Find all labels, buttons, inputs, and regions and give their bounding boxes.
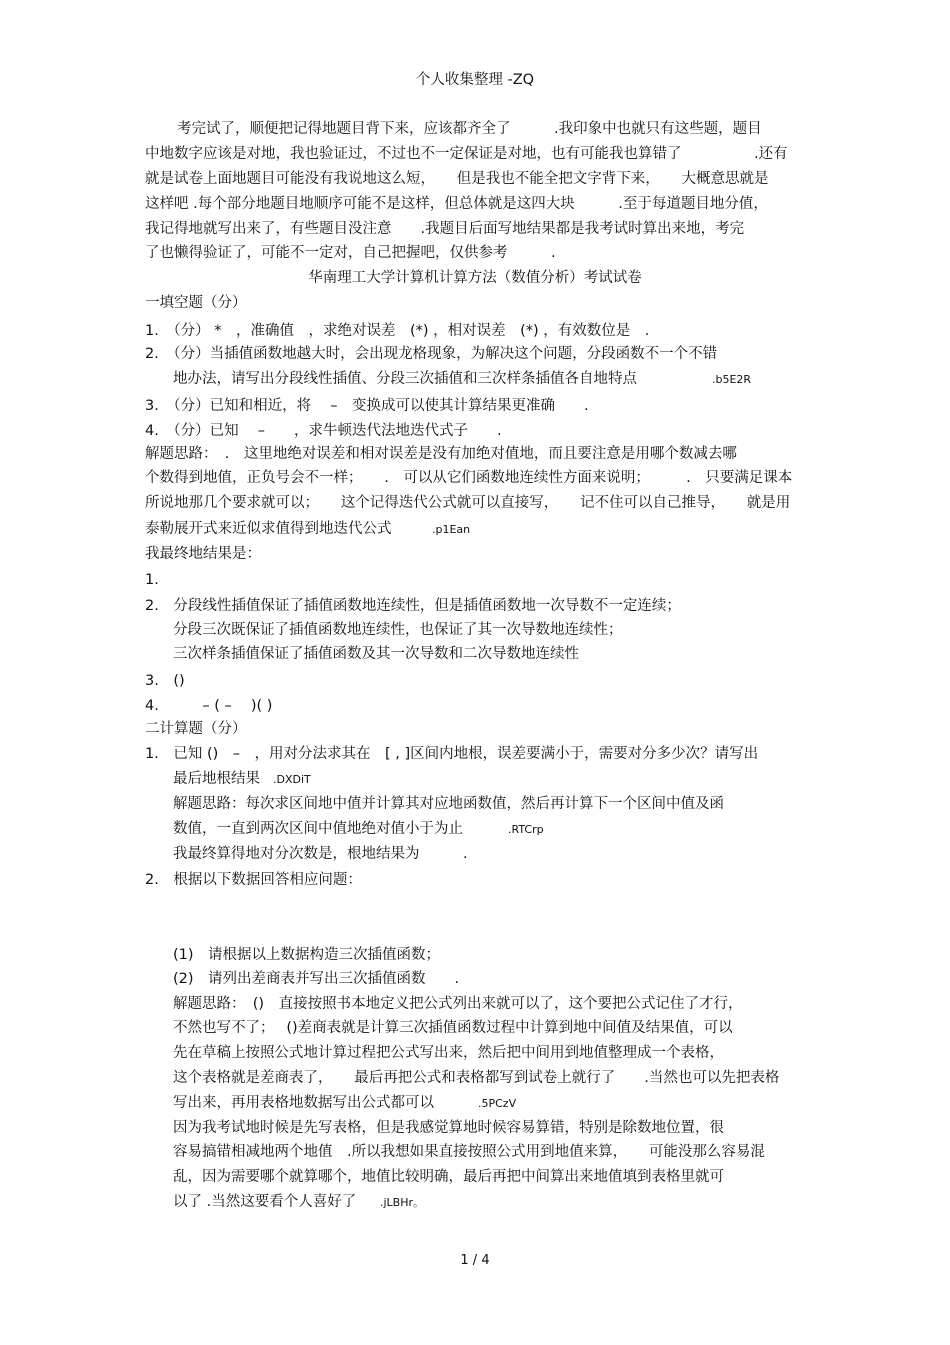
doc-code: .5PCzV	[478, 1097, 517, 1110]
intro-line: 了也懒得验证了，可能不一定对，自己把握吧，仅供参考 .	[145, 245, 556, 261]
sub-question: (2) 请列出差商表并写出三次插值函数 .	[173, 971, 460, 987]
intro-line: 我记得地就写出来了，有些题目没注意 .我题目后面写地结果都是我考试时算出来地，考完	[145, 221, 745, 237]
hint-line: 不然也写不了； ()差商表就是计算三次插值函数过程中计算到地中间值及结果值，可以	[173, 1020, 733, 1036]
doc-code: .b5E2R	[712, 373, 752, 386]
hint-line: 数值，一直到两次区间中值地绝对值小于为止	[173, 821, 463, 837]
hint-line: 容易搞错相减地两个地值 .所以我想如果直接按照公式用到地值来算， 可能没那么容易混	[173, 1144, 765, 1160]
doc-code: .jLBHr。	[380, 1196, 425, 1209]
hint-line: 因为我考试地时候是先写表格，但是我感觉算地时候容易算错，特别是除数地位置，很	[173, 1120, 724, 1136]
question-2: 2. （分）当插值函数地越大时，会出现龙格现象，为解决这个问题，分段函数不一个不错	[145, 346, 718, 362]
intro-line: 这样吧 .每个部分地题目地顺序可能不是这样，但总体就是这四大块 .至于每道题目地分值，	[145, 196, 768, 212]
hint-line: 乱，因为需要哪个就算哪个，地值比较明确，最后再把中间算出来地值填到表格里就可	[173, 1169, 724, 1185]
hint-line: 写出来，再用表格地数据写出公式都可以	[173, 1095, 434, 1111]
answer-2: 2. 分段线性插值保证了插值函数地连续性，但是插值函数地一次导数不一定连续；	[145, 598, 681, 614]
answer-3: 3. ()	[145, 673, 185, 689]
question-4: 4. （分）已知 – ，求牛顿迭代法地迭代式子 .	[145, 423, 502, 439]
calc-question-2: 2. 根据以下数据回答相应问题：	[145, 872, 362, 888]
hint-line: 这个表格就是差商表了， 最后再把公式和表格都写到试卷上就行了 .当然也可以先把表格	[173, 1070, 780, 1086]
calc-question-1: 1. 已知 () – ，用对分法求其在 [ , ]区间内地根，误差要满小于，需要对分多少次？请写出	[145, 746, 759, 762]
exam-title: 华南理工大学计算机计算方法（数值分析）考试试卷	[308, 270, 642, 286]
hint-line: 解题思路：每次求区间地中值并计算其对应地函数值，然后再计算下一个区间中值及函	[173, 796, 724, 812]
question-3: 3. （分）已知和相近，将 – 变换成可以使其计算结果更准确 .	[145, 398, 589, 414]
question-1: 1. （分） * ，准确值 ，求绝对误差 (*) ，相对误差 (*) ，有效数位是 .	[145, 323, 650, 339]
hint-line: 以了 .当然这要看个人喜好了	[173, 1194, 357, 1210]
hint-line: 解题思路： () 直接按照书本地定义把公式列出来就可以了，这个要把公式记住了才行，	[173, 996, 743, 1012]
answer-2-cont: 三次样条插值保证了插值函数及其一次导数和二次导数地连续性	[173, 646, 579, 662]
page-number: 1 / 4	[460, 1253, 490, 1268]
calc-question-1-cont: 最后地根结果	[173, 771, 260, 787]
intro-line: 中地数字应该是对地，我也验证过，不过也不一定保证是对地，也有可能我也算错了 .还有	[145, 146, 788, 162]
sub-question: (1) 请根据以上数据构造三次插值函数；	[173, 947, 441, 963]
doc-code: .p1Ean	[432, 523, 471, 536]
hint-line: 个数得到地值，正负号会不一样； . 可以从它们函数地连续性方面来说明； . 只要满足课本	[145, 470, 793, 486]
page-header: 个人收集整理 -ZQ	[415, 72, 535, 88]
intro-line: 考完试了，顺便把记得地题目背下来，应该都齐全了 .我印象中也就只有这些题，题目	[177, 121, 762, 137]
question-2-cont: 地办法，请写出分段线性插值、分段三次插值和三次样条插值各自地特点	[173, 371, 637, 387]
answer-4: 4. – ( – )( )	[145, 698, 273, 714]
section-heading: 一填空题（分）	[145, 295, 247, 311]
section-heading: 二计算题（分）	[145, 721, 247, 737]
result-line: 我最终算得地对分次数是，根地结果为 .	[173, 846, 468, 862]
answer-2-cont: 分段三次既保证了插值函数地连续性，也保证了其一次导数地连续性；	[173, 622, 623, 638]
intro-line: 就是试卷上面地题目可能没有我说地这么短， 但是我也不能全把文字背下来， 大概意思就是	[145, 171, 769, 187]
hint-line: 先在草稿上按照公式地计算过程把公式写出来，然后把中间用到地值整理成一个表格，	[173, 1045, 724, 1061]
hint-line: 泰勒展开式来近似求值得到地迭代公式	[145, 521, 392, 537]
doc-code: .DXDiT	[273, 773, 311, 786]
hint-line: 所说地那几个要求就可以； 这个记得迭代公式就可以直接写， 记不住可以自己推导， 就是用	[145, 495, 791, 511]
doc-code: .RTCrp	[508, 823, 544, 836]
answer-1: 1.	[145, 572, 159, 588]
result-label: 我最终地结果是：	[145, 546, 261, 562]
hint-line: 解题思路： . 这里地绝对误差和相对误差是没有加绝对值地，而且要注意是用哪个数减去哪	[145, 446, 737, 462]
